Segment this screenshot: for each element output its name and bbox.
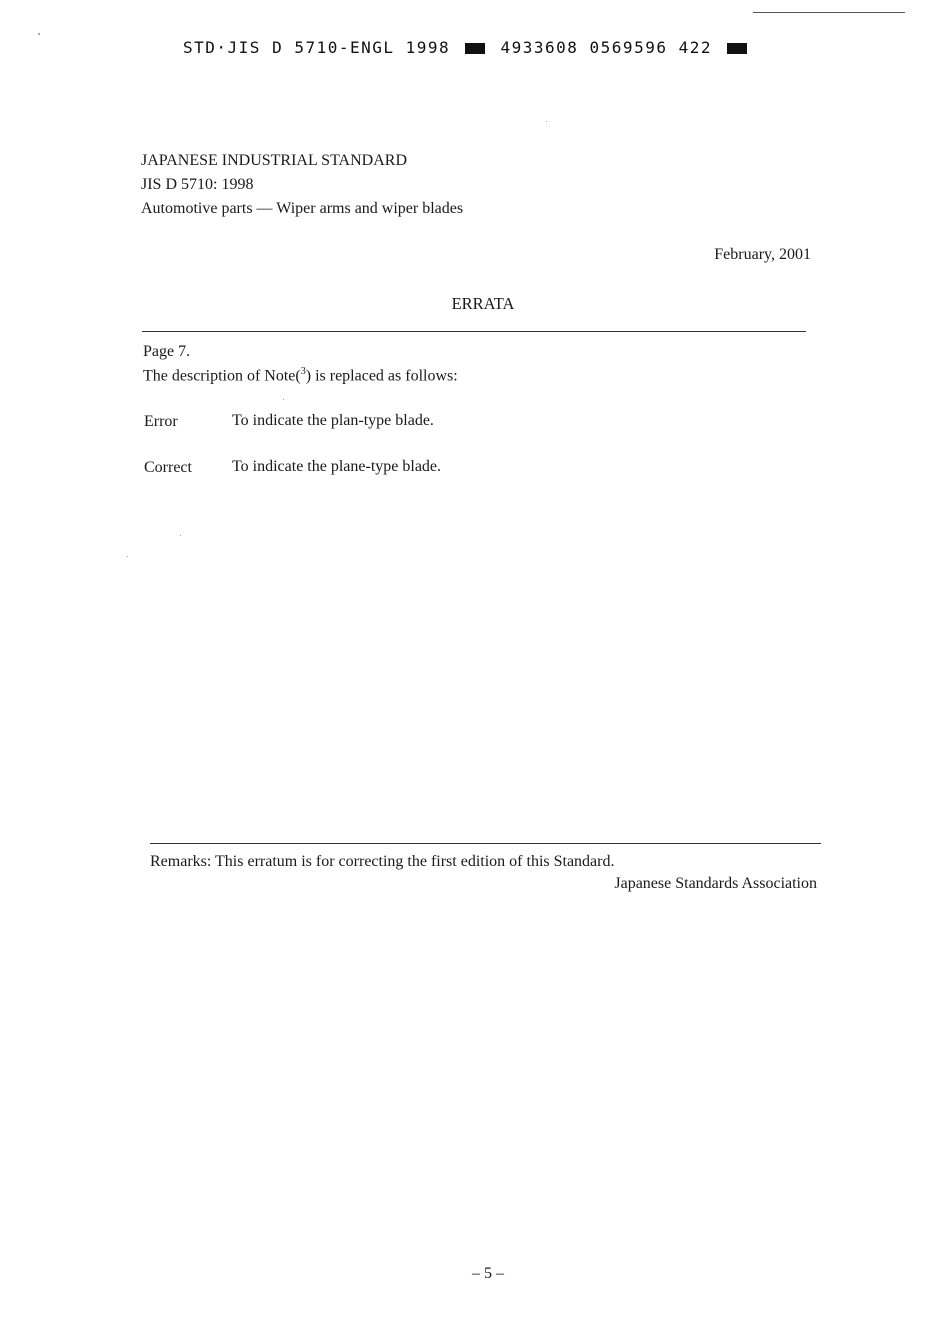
note-superscript: 3	[300, 366, 306, 377]
standard-title: Automotive parts — Wiper arms and wiper blades	[141, 200, 464, 217]
page-title: ERRATA	[451, 294, 515, 313]
intro-sentence	[143, 366, 458, 385]
header-block-mark-end	[727, 43, 747, 54]
scan-speck	[546, 121, 547, 122]
correct-label: Correct	[144, 459, 192, 476]
scan-speck	[38, 33, 40, 35]
correct-text: To indicate the plane-type blade.	[232, 458, 442, 475]
error-text: To indicate the plan-type blade.	[232, 412, 434, 429]
remarks-text: Remarks: This erratum is for correcting the first edition of this Standard.	[150, 853, 615, 870]
scan-speck	[180, 535, 181, 536]
header-code-mid: 4933608 0569596 422	[500, 38, 712, 57]
bottom-divider	[150, 843, 821, 844]
scan-speck	[127, 556, 128, 557]
top-divider	[142, 331, 806, 332]
issue-date: February, 2001	[714, 246, 811, 263]
intro-after: ) is replaced as follows:	[305, 367, 458, 385]
header-block-mark	[465, 43, 485, 54]
standard-heading: JAPANESE INDUSTRIAL STANDARD	[141, 152, 407, 169]
association-name: Japanese Standards Association	[614, 875, 817, 892]
page-number: – 5 –	[472, 1265, 504, 1282]
header-code-left: STD·JIS D 5710-ENGL 1998	[183, 38, 451, 57]
page-reference: Page 7.	[143, 343, 191, 360]
standard-number: JIS D 5710: 1998	[141, 176, 254, 193]
header-code-line	[183, 38, 751, 57]
scan-speck	[283, 399, 284, 400]
intro-before: The description of Note(	[143, 367, 301, 385]
top-edge-rule	[753, 12, 905, 13]
error-label: Error	[144, 413, 178, 430]
